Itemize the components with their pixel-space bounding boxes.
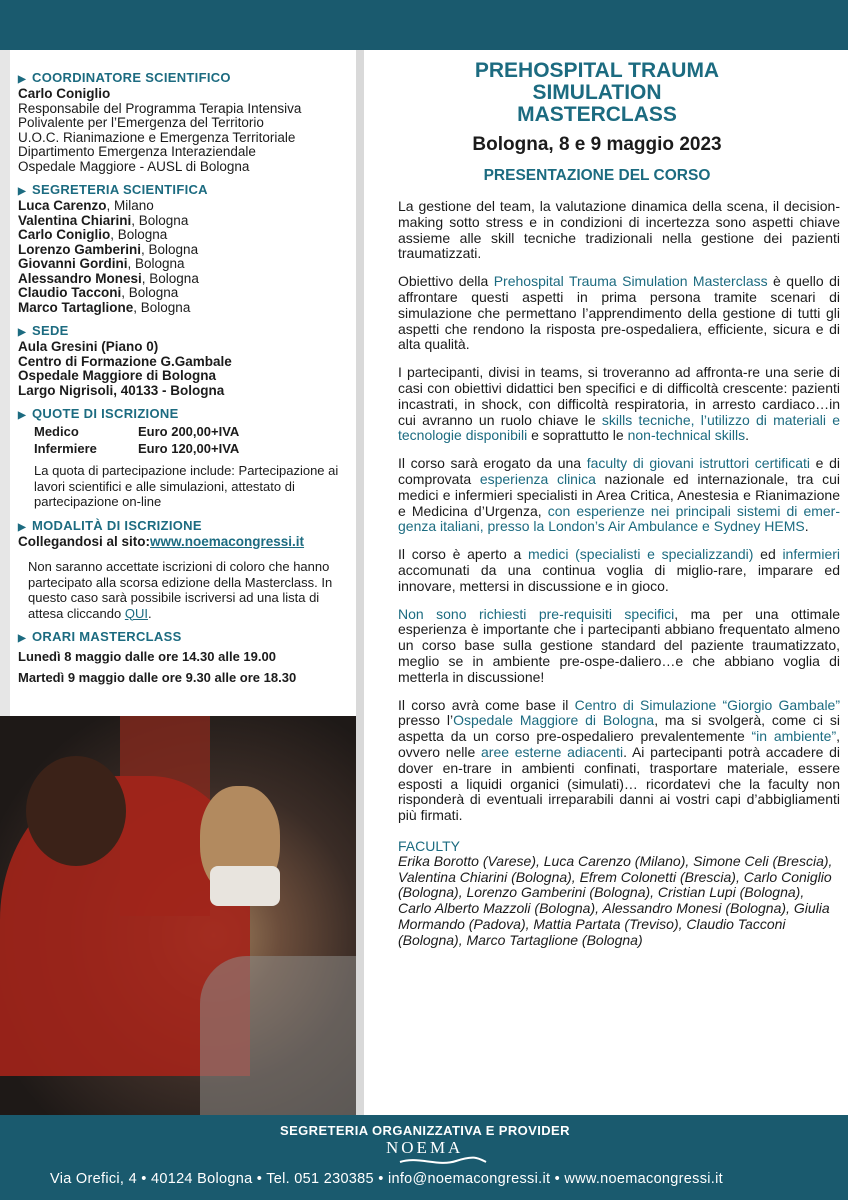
footer (0, 1115, 848, 1200)
venue-line: Largo Nigrisoli, 40133 - Bologna (18, 382, 225, 398)
registration-note-end: . (147, 605, 152, 621)
paragraph: Obiettivo della Prehospital Trauma Simulation Masterclass è quello di affrontare questi aspetti in prima persona tramite scenari di simulazione che permettano l’apprendimento della gestione di tutti gli aspetti che rendono la risposta pre-ospedaliera, efficiente, sicura e di alta qualità. (398, 273, 840, 353)
registration-lead: Collegandosi al sito: (18, 533, 151, 549)
title-line: PREHOSPITAL TRAUMA (474, 59, 720, 82)
triangle-icon: ▶ (18, 74, 26, 85)
fee-role: Medico (34, 424, 79, 439)
venue-section (18, 323, 356, 398)
paragraph: La gestione del team, la valutazione dinamica della scena, il decision-making sotto stress e in condizioni di incertezza sono aspetti chiave assieme alle skill tecniche tradizionali nella gestione dei pazienti traumatizzati. (398, 198, 840, 262)
fee-price: Euro 200,00+IVA (138, 424, 240, 439)
member-city: , Bologna (131, 212, 189, 228)
paragraph: Il corso è aperto a medici (specialisti e specializzandi) ed infermieri accomunati da una continua voglia di miglio-rare, imparare ed innovare, mettersi in discussione e in gioco. (398, 546, 841, 594)
fee-role: Infermiere (34, 441, 97, 456)
schedule-section (18, 629, 356, 688)
course-title (354, 60, 840, 126)
footer-org: SEGRETERIA ORGANIZZATIVA E PROVIDER (280, 1123, 570, 1138)
column-divider (356, 50, 364, 1115)
fee-note: La quota di partecipazione include: Partecipazione ai lavori scientifici e alle simulazioni, attestato di partecipazione on-line (34, 463, 339, 509)
triangle-icon: ▶ (18, 186, 26, 197)
section-heading: PRESENTAZIONE DEL CORSO (483, 167, 711, 184)
member-name: Valentina Chiarini (18, 212, 132, 228)
fees-section (18, 406, 356, 510)
coordinator-line: Dipartimento Emergenza Interaziendale (18, 144, 256, 159)
footer-contact: Via Orefici, 4 • 40124 Bologna • Tel. 051 230385 • info@noemacongressi.it • www.noemacongressi.it (50, 1171, 723, 1187)
secretariat-member (18, 199, 356, 214)
coordinator-section (18, 70, 356, 174)
paragraph: Non sono richiesti pre-requisiti specifici, ma per una ottimale esperienza è importante che i partecipanti abbiano frequentato almeno un corso base sulla gestione standard del paziente traumatizzato, meglio se in ambiente pre-ospe-daliero…e che abbiano voglia di metterla in discussione! (398, 605, 840, 685)
member-name: Marco Tartaglione (18, 299, 134, 315)
registration-site-line (18, 535, 356, 550)
registration-heading: MODALITÀ DI ISCRIZIONE (32, 517, 202, 533)
registration-section (18, 518, 356, 622)
member-name: Giovanni Gordini (18, 256, 128, 271)
wave-icon (398, 1155, 488, 1167)
secretariat-member (18, 214, 356, 229)
venue-line: Aula Gresini (Piano 0) (18, 339, 159, 354)
triangle-icon: ▶ (18, 410, 26, 421)
secretariat-member (18, 286, 356, 301)
venue-line: Ospedale Maggiore di Bologna (18, 368, 217, 383)
schedule-line: Lunedì 8 maggio dalle ore 14.30 alle 19.00 (18, 649, 276, 664)
fee-row (18, 423, 356, 440)
secretariat-member (18, 257, 356, 272)
faculty-list: Erika Borotto (Varese), Luca Carenzo (Milano), Simone Celi (Brescia), Valentina Chiarini (Bologna), Efrem Colonetti (Brescia), Carlo Coniglio (Bologna), Lorenzo Gamberini (Bologna), Cristian Lupi (Bologna), Carlo Alberto Mazzoli (Bologna), Alessandro Monesi (Bologna), Giulia Mormando (Padova), Mattia Partata (Treviso), Claudio Tacconi (Bologna), Marco Tartaglione (Bologna) (398, 852, 833, 948)
member-name: Claudio Tacconi (18, 285, 122, 300)
triangle-icon: ▶ (18, 521, 26, 533)
title-line: SIMULATION (532, 81, 662, 104)
secretariat-member (18, 301, 356, 316)
waitlist-link[interactable]: QUI (124, 605, 148, 621)
coordinator-line: Ospedale Maggiore - AUSL di Bologna (18, 158, 250, 174)
member-city: , Bologna (133, 299, 191, 315)
registration-site-link[interactable]: www.noemacongressi.it (150, 533, 305, 549)
registration-note-text: Non saranno accettate iscrizioni di coloro che hanno partecipato alla scorsa edizione della Masterclass. In questo caso sarà possibile iscriversi ad una lista di attesa cliccando (28, 559, 333, 621)
coordinator-line: Polivalente per l’Emergenza del Territorio (18, 115, 264, 130)
secretariat-member (18, 243, 356, 258)
rescue-photo (0, 716, 356, 1115)
member-city: , Bologna (141, 270, 199, 286)
venue-heading: SEDE (32, 323, 69, 338)
member-city: , Milano (106, 198, 154, 213)
member-name: Alessandro Monesi (18, 270, 142, 286)
schedule-line: Martedì 9 maggio dalle ore 9.30 alle ore 18.30 (18, 670, 297, 685)
member-city: , Bologna (127, 256, 185, 271)
faculty-heading: FACULTY (398, 837, 460, 854)
secretariat-member (18, 272, 356, 287)
venue-line: Centro di Formazione G.Gambale (18, 353, 232, 369)
fees-heading: QUOTE DI ISCRIZIONE (32, 406, 179, 421)
triangle-icon: ▶ (18, 327, 26, 338)
fee-price: Euro 120,00+IVA (138, 441, 240, 456)
registration-note (18, 559, 356, 621)
coordinator-line: Responsabile del Programma Terapia Intensiva (18, 100, 302, 116)
info-column (18, 52, 356, 716)
top-banner (0, 0, 848, 50)
secretariat-member (18, 228, 356, 243)
coordinator-name: Carlo Coniglio (18, 86, 111, 101)
title-line: MASTERCLASS (517, 103, 677, 126)
member-name: Carlo Coniglio (18, 227, 111, 242)
secretariat-section (18, 182, 356, 315)
member-city: , Bologna (121, 285, 179, 300)
coordinator-heading: COORDINATORE SCIENTIFICO (32, 70, 231, 85)
paragraph: Il corso sarà erogato da una faculty di giovani istruttori certificati e di comprovata esperienza clinica nazionale ed internazionale, tra cui medici e infermieri specialisti in Area Critica, Anestesia e Rianimazione e Medicina d’Urgenza, con esperienze nei principali sistemi di emer-genza italiani, presso la London’s Air Ambulance e Sydney HEMS. (398, 455, 841, 535)
main-column (364, 52, 840, 1112)
schedule-heading: ORARI MASTERCLASS (32, 629, 182, 644)
member-name: Luca Carenzo (18, 198, 107, 213)
coordinator-line: U.O.C. Rianimazione e Emergenza Territoriale (18, 129, 296, 145)
secretariat-heading: SEGRETERIA SCIENTIFICA (32, 182, 208, 197)
noema-logo: NOEMA (386, 1138, 464, 1157)
paragraph: Il corso avrà come base il Centro di Simulazione “Giorgio Gambale” presso l’Ospedale Maggiore di Bologna, ma si svolgerà, come ci si aspetta da un corso pre-ospedaliero prevalentemente “in ambiente”, ovvero nelle aree esterne adiacenti. Ai partecipanti potrà accadere di dover en-trare in ambienti confinati, trasportare materiale, essere esposti a liquidi organici (simulati)… ricordatevi che la faculty non risponderà di eventuali irreparabili danni ai vostri capi d’abbigliamenti più firmati. (398, 696, 841, 824)
triangle-icon: ▶ (18, 633, 26, 644)
member-name: Lorenzo Gamberini (18, 241, 142, 257)
course-dates: Bologna, 8 e 9 maggio 2023 (472, 134, 722, 155)
member-city: , Bologna (141, 241, 199, 257)
member-city: , Bologna (110, 227, 168, 242)
fee-row (18, 440, 356, 457)
paragraph: I partecipanti, divisi in teams, si troveranno ad affronta-re una serie di casi con obiettivi didattici ben specifici e di difficoltà crescente: pazienti incastrati, in shock, con difficoltà respiratoria, in arresto cardiaco…in cui avranno un ruolo chiave le skills tecniche, l’utilizzo di materiali e tecnologie disponibili e soprattutto le non-technical skills. (398, 364, 840, 444)
